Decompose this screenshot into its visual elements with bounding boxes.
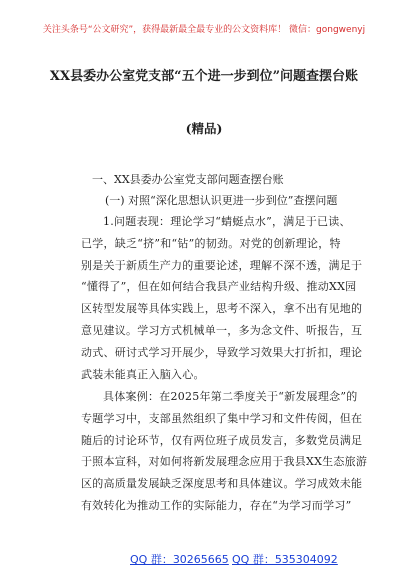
paragraph-line: 武装未能真正入脑入心。 [81, 367, 205, 381]
document-title: XX县委办公室党支部“五个进一步到位”问题查摆台账 [49, 69, 359, 84]
paragraph-line: 别是关于新质生产力的重要论述，理解不深不透，满足于 [81, 258, 363, 272]
paragraph-line: 1.问题表现：理论学习“蜻蜓点水”，满足于已读、 [103, 215, 351, 228]
paragraph-line: 意见建议。学习方式机械单一，多为念文件、听报告，互 [81, 323, 363, 337]
promo-banner: 关注头条号“公文研究”，获得最新最全最专业的公文资料库！ 微信：gongwenyj [42, 25, 366, 35]
paragraph-line: 区的高质量发展缺乏深度思考和具体建议。学习成效未能 [81, 477, 363, 491]
paragraph-line: 已学，缺乏“挤”和“钻”的韧劲。对党的创新理论，特 [81, 236, 341, 250]
paragraph-problem [81, 211, 363, 385]
paragraph-line: 具体案例：在2025年第二季度关于“新发展理念”的 [103, 390, 358, 403]
paragraph-line: “懂得了”，但在如何结合我县产业结构升级、推动XX园 [81, 280, 357, 294]
paragraph-line: 随后的讨论环节，仅有两位班子成员发言，多数党员满足 [81, 433, 363, 447]
paragraph-line: 区转型发展等具体实践上，思考不深入，拿不出有见地的 [81, 302, 363, 316]
subsection-heading: (一) 对照“深化思想认识更进一步到位”查摆问题 [105, 194, 338, 207]
paragraph-line: 动式、研讨式学习开展少，导致学习效果大打折扣，理论 [81, 345, 363, 359]
qq-group-link-2[interactable]: QQ 群：535304092 [232, 553, 338, 566]
qq-group-link-1[interactable]: QQ 群：30265665 [130, 553, 229, 566]
paragraph-case [81, 386, 368, 517]
paragraph-line: 专题学习中，支部虽然组织了集中学习和文件传阅，但在 [81, 411, 363, 425]
paragraph-line: 于照本宣科，对如何将新发展理念应用于我县XX生态旅游 [81, 455, 368, 469]
section-heading: 一、XX县委办公室党支部问题查摆台账 [92, 173, 284, 186]
document-subtitle: (精品) [185, 121, 223, 136]
paragraph-line: 有效转化为推动工作的实际能力，存在“为学习而学习” [81, 498, 352, 512]
